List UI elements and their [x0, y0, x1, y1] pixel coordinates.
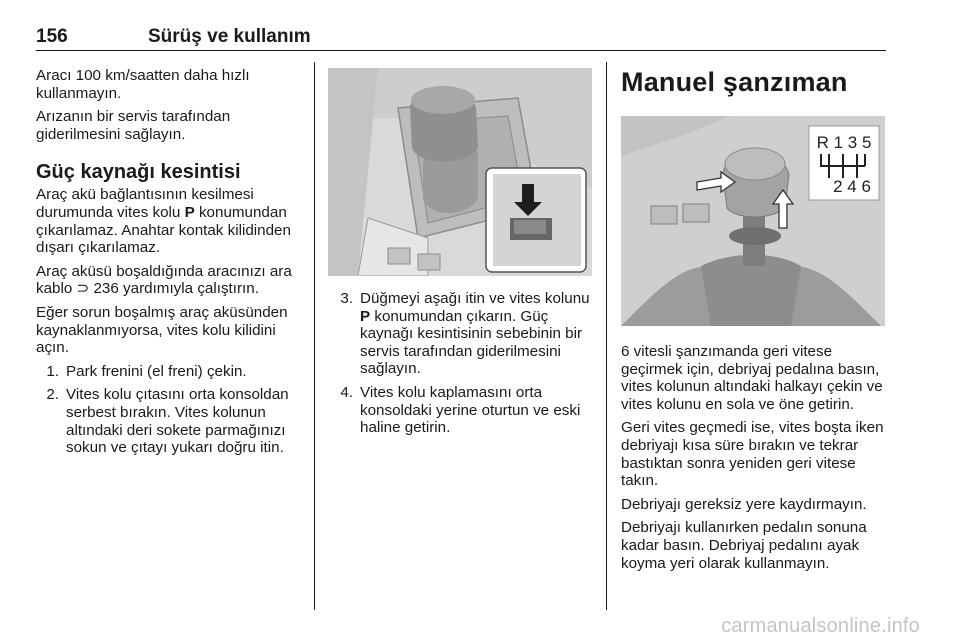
paragraph: 6 vitesli şanzımanda geri vitese geçirmek için, debriyaj pedalına basın, vites kolunun altındaki halkayı çekin ve vites kolunu en sola ve öne getirin.: [621, 343, 883, 413]
main-heading: Manuel şanzıman: [621, 67, 848, 97]
gear-pattern-bottom: 2 4 6: [833, 177, 871, 196]
column-divider: [314, 62, 315, 610]
manual-gearbox-illustration: [621, 116, 885, 326]
paragraph: Debriyajı gereksiz yere kaydırmayın.: [621, 495, 867, 513]
paragraph: Debriyajı kullanırken pedalın sonuna kadar basın. Debriyaj pedalını ayak koyma yeri olarak kullanmayın.: [621, 519, 867, 572]
column-left: [36, 67, 302, 463]
list-item: 2. Vites kolu çıtasını orta konsoldan serbest bırakın. Vites kolunun altındaki deri sokete parmağınızı sokun ve çıtayı yukarı doğru itin.: [46, 386, 289, 457]
paragraph: Aracı 100 km/saatten daha hızlı kullanmayın.: [36, 67, 250, 102]
page-number: 156: [36, 26, 68, 47]
subheading: Güç kaynağı kesintisi: [36, 161, 241, 184]
list-item: 3. Düğmeyi aşağı itin ve vites kolunu P konumundan çıkarın. Güç kaynağı kesintisinin sebebinin bir servis tarafından giderilmesini sağlayın.: [340, 290, 590, 378]
shifter-console-illustration: [328, 68, 592, 276]
cross-reference-icon: ⊃: [76, 280, 90, 298]
watermark: carmanualsonline.info: [721, 615, 920, 637]
column-divider: [606, 62, 607, 610]
paragraph: Araç akü bağlantısının kesilmesi durumunda vites kolu P konumundan çıkarılamaz. Anahtar kontak kilidinden dışarı çıkarılamaz.: [36, 186, 291, 257]
step-list: [36, 363, 302, 457]
column-right: [621, 343, 887, 578]
step-list: [335, 290, 597, 437]
paragraph: Eğer sorun boşalmış araç aküsünden kaynaklanmıyorsa, vites kolu kilidini açın.: [36, 303, 288, 357]
list-item: 4. Vites kolu kaplamasını orta konsoldaki yerine oturtun ve eski haline getirin.: [340, 383, 581, 437]
column-middle: [335, 290, 597, 443]
section-title: Sürüş ve kullanım: [148, 26, 311, 47]
paragraph: Geri vites geçmedi ise, vites boşta iken debriyajı kısa süre bırakın ve tekrar bastıktan sonra yeniden geri vitese takın.: [621, 419, 884, 490]
gear-pattern-top: R 1 3 5: [816, 133, 872, 152]
paragraph: Arızanın bir servis tarafından giderilmesini sağlayın.: [36, 108, 231, 143]
paragraph: Araç aküsü boşaldığında aracınızı ara kablo ⊃ 236 yardımıyla çalıştırın.: [36, 262, 292, 298]
page-header: [36, 26, 886, 51]
list-item: 1. Park frenini (el freni) çekin.: [46, 362, 247, 380]
